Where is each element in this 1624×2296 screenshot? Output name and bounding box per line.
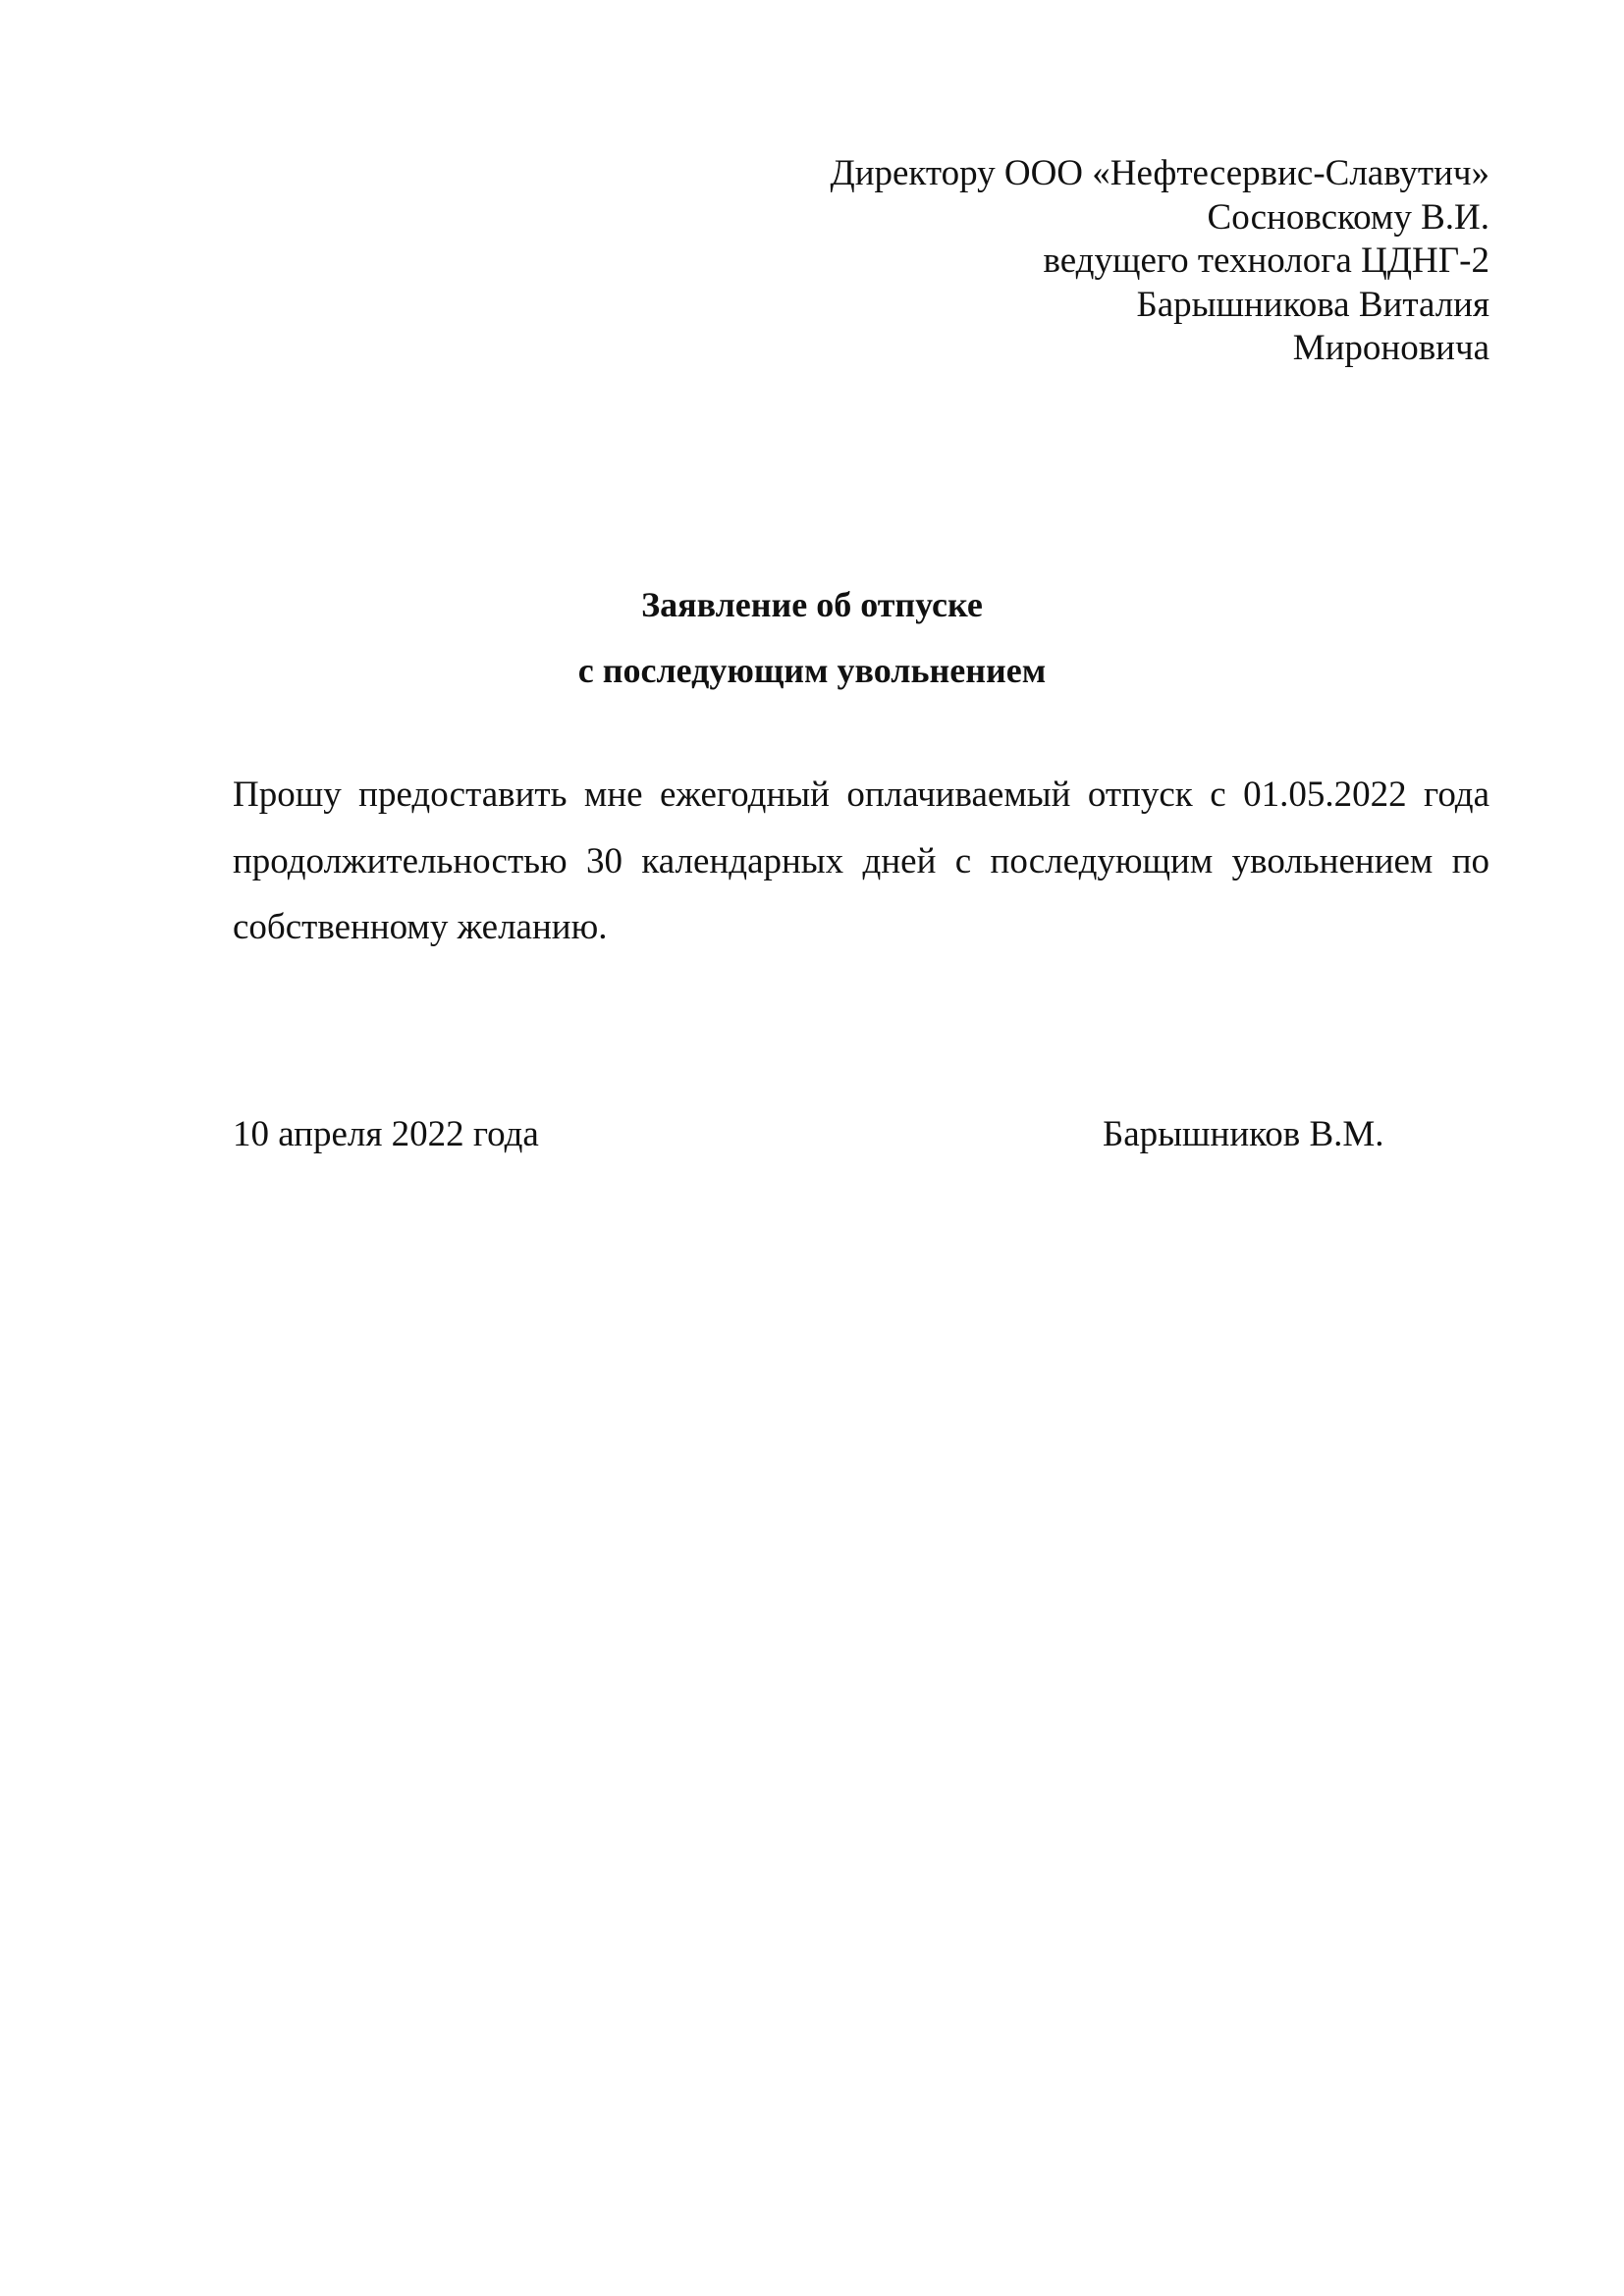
- document-title-line-1: Заявление об отпуске: [641, 585, 983, 624]
- addressee-sender-patronymic: Мироновича: [1292, 328, 1489, 368]
- document-date: 10 апреля 2022 года: [233, 1114, 539, 1154]
- document-title-line-2: с последующим увольнением: [577, 651, 1047, 690]
- addressee-sender-position: ведущего технолога ЦДНГ-2: [1043, 240, 1489, 281]
- request-body: Прошу предоставить мне ежегодный оплачиваемый отпуск с 01.05.2022 года продолжительностью 30 календарных дней с последующим увольнением по собственному желанию.: [233, 774, 1489, 947]
- addressee-director-line: Директору ООО «Нефтесервис-Славутич»: [830, 153, 1489, 193]
- addressee-director-name: Сосновскому В.И.: [1207, 196, 1489, 238]
- document-title: [0, 572, 1624, 704]
- addressee-block: [830, 152, 1489, 371]
- addressee-sender-name: Барышникова Виталия: [1136, 284, 1489, 325]
- signature-name: Барышников В.М.: [1103, 1114, 1384, 1154]
